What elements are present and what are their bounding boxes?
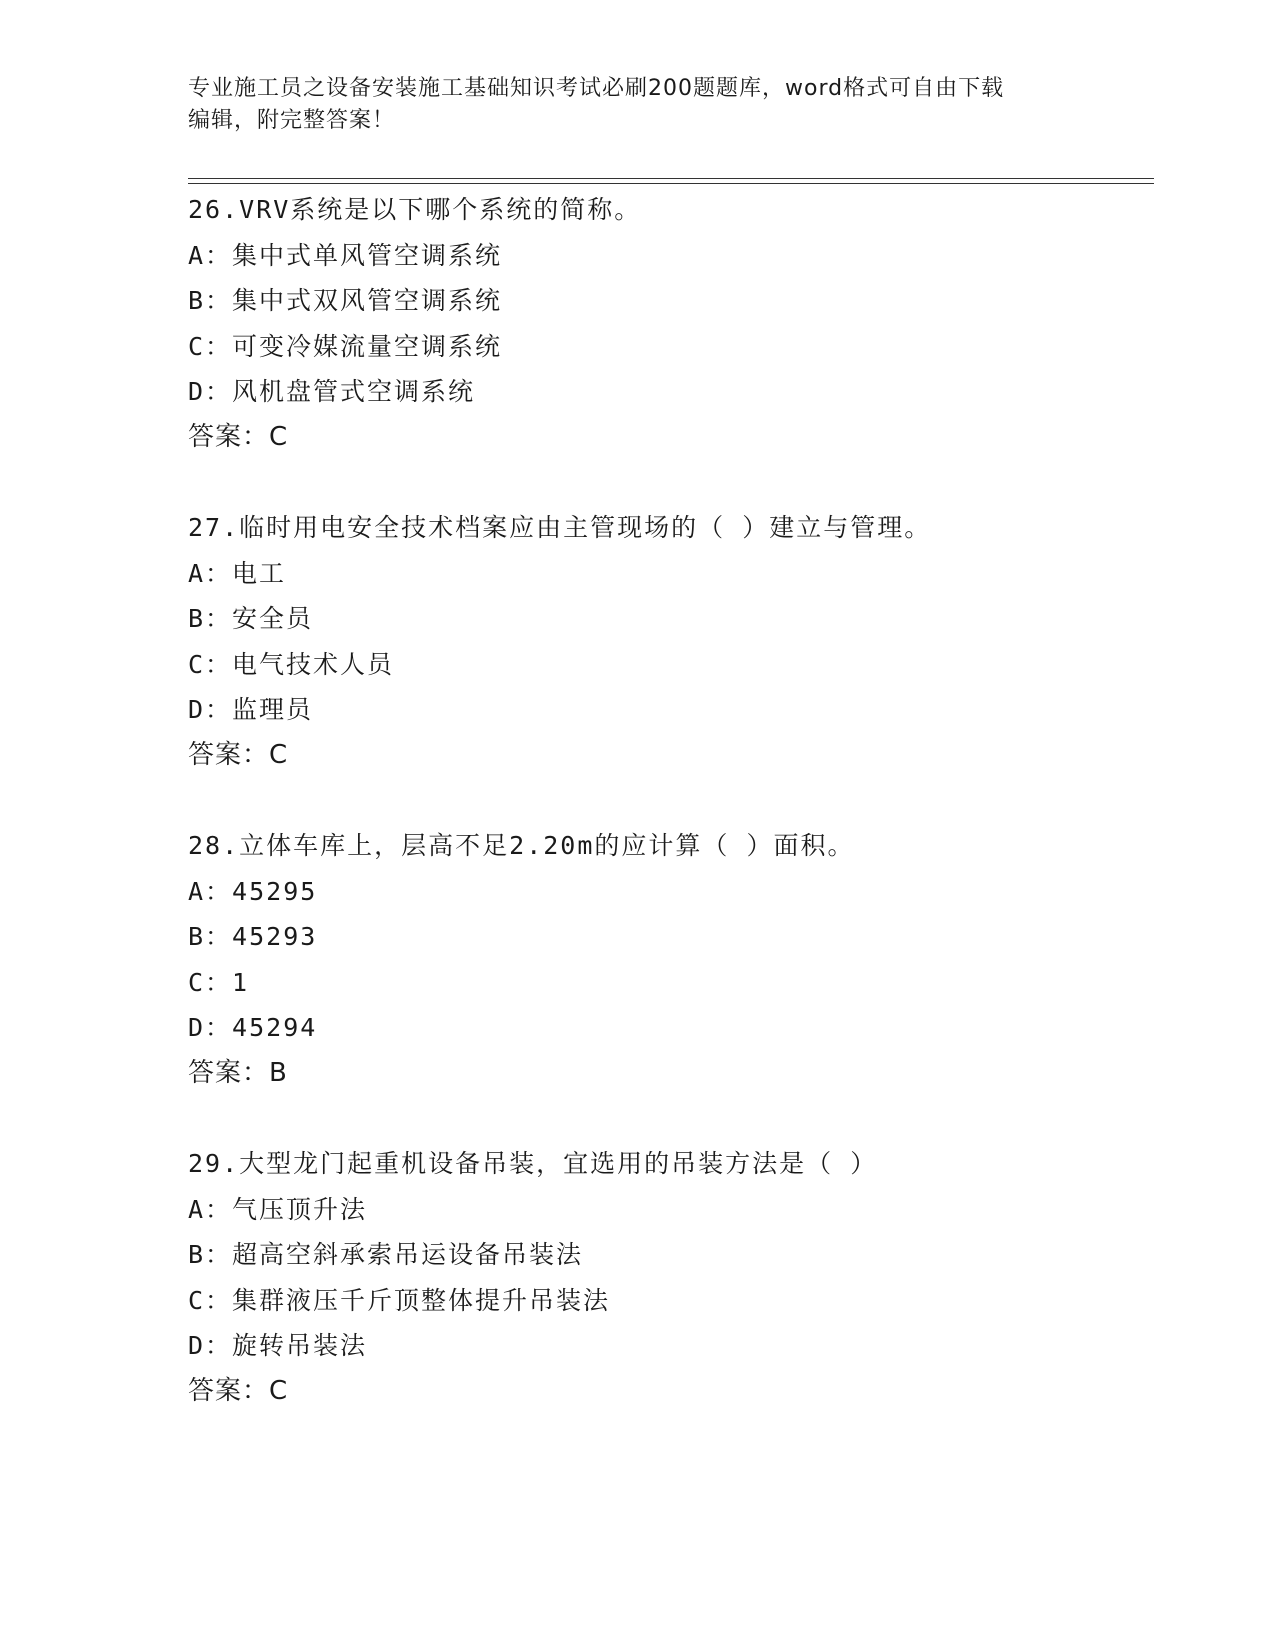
question-stem: 28.立体车库上，层高不足2.20m的应计算（ ）面积。 — [188, 831, 855, 860]
header-title-line-2: 编辑，附完整答案！ — [188, 108, 396, 133]
question-26 — [188, 187, 1168, 460]
option-b: B：安全员 — [188, 604, 314, 633]
option-d: D：风机盘管式空调系统 — [188, 377, 476, 406]
option-a: A：45295 — [188, 876, 318, 906]
option-b: B：45293 — [188, 922, 318, 951]
answer-text: 答案：C — [188, 1375, 289, 1406]
option-c: C：集群液压千斤顶整体提升吊装法 — [188, 1285, 611, 1315]
question-stem: 27.临时用电安全技术档案应由主管现场的（ ）建立与管理。 — [188, 513, 932, 542]
answer-text: 答案：B — [188, 1057, 288, 1088]
header-divider-top — [188, 178, 1154, 179]
option-c: C：可变冷媒流量空调系统 — [188, 331, 503, 361]
option-b: B：集中式双风管空调系统 — [188, 286, 503, 315]
option-d: D：监理员 — [188, 695, 314, 724]
question-stem: 29.大型龙门起重机设备吊装，宜选用的吊装方法是（ ） — [188, 1149, 878, 1178]
header-title-line-1: 专业施工员之设备安装施工基础知识考试必刷200题题库，word格式可自由下载 — [188, 76, 1005, 101]
question-28 — [188, 823, 1168, 1096]
question-list — [188, 187, 1168, 1459]
option-a: A：电工 — [188, 558, 287, 588]
header-divider-bottom — [188, 183, 1154, 184]
option-a: A：气压顶升法 — [188, 1194, 368, 1224]
question-stem: 26.VRV系统是以下哪个系统的简称。 — [188, 195, 642, 224]
question-27 — [188, 505, 1168, 778]
question-29 — [188, 1141, 1168, 1414]
option-d: D：旋转吊装法 — [188, 1331, 368, 1360]
document-header — [188, 73, 1088, 137]
answer-text: 答案：C — [188, 739, 289, 770]
option-b: B：超高空斜承索吊运设备吊装法 — [188, 1240, 584, 1269]
option-c: C：1 — [188, 967, 250, 997]
option-d: D：45294 — [188, 1013, 318, 1042]
option-a: A：集中式单风管空调系统 — [188, 240, 503, 270]
answer-text: 答案：C — [188, 421, 289, 452]
option-c: C：电气技术人员 — [188, 649, 395, 679]
